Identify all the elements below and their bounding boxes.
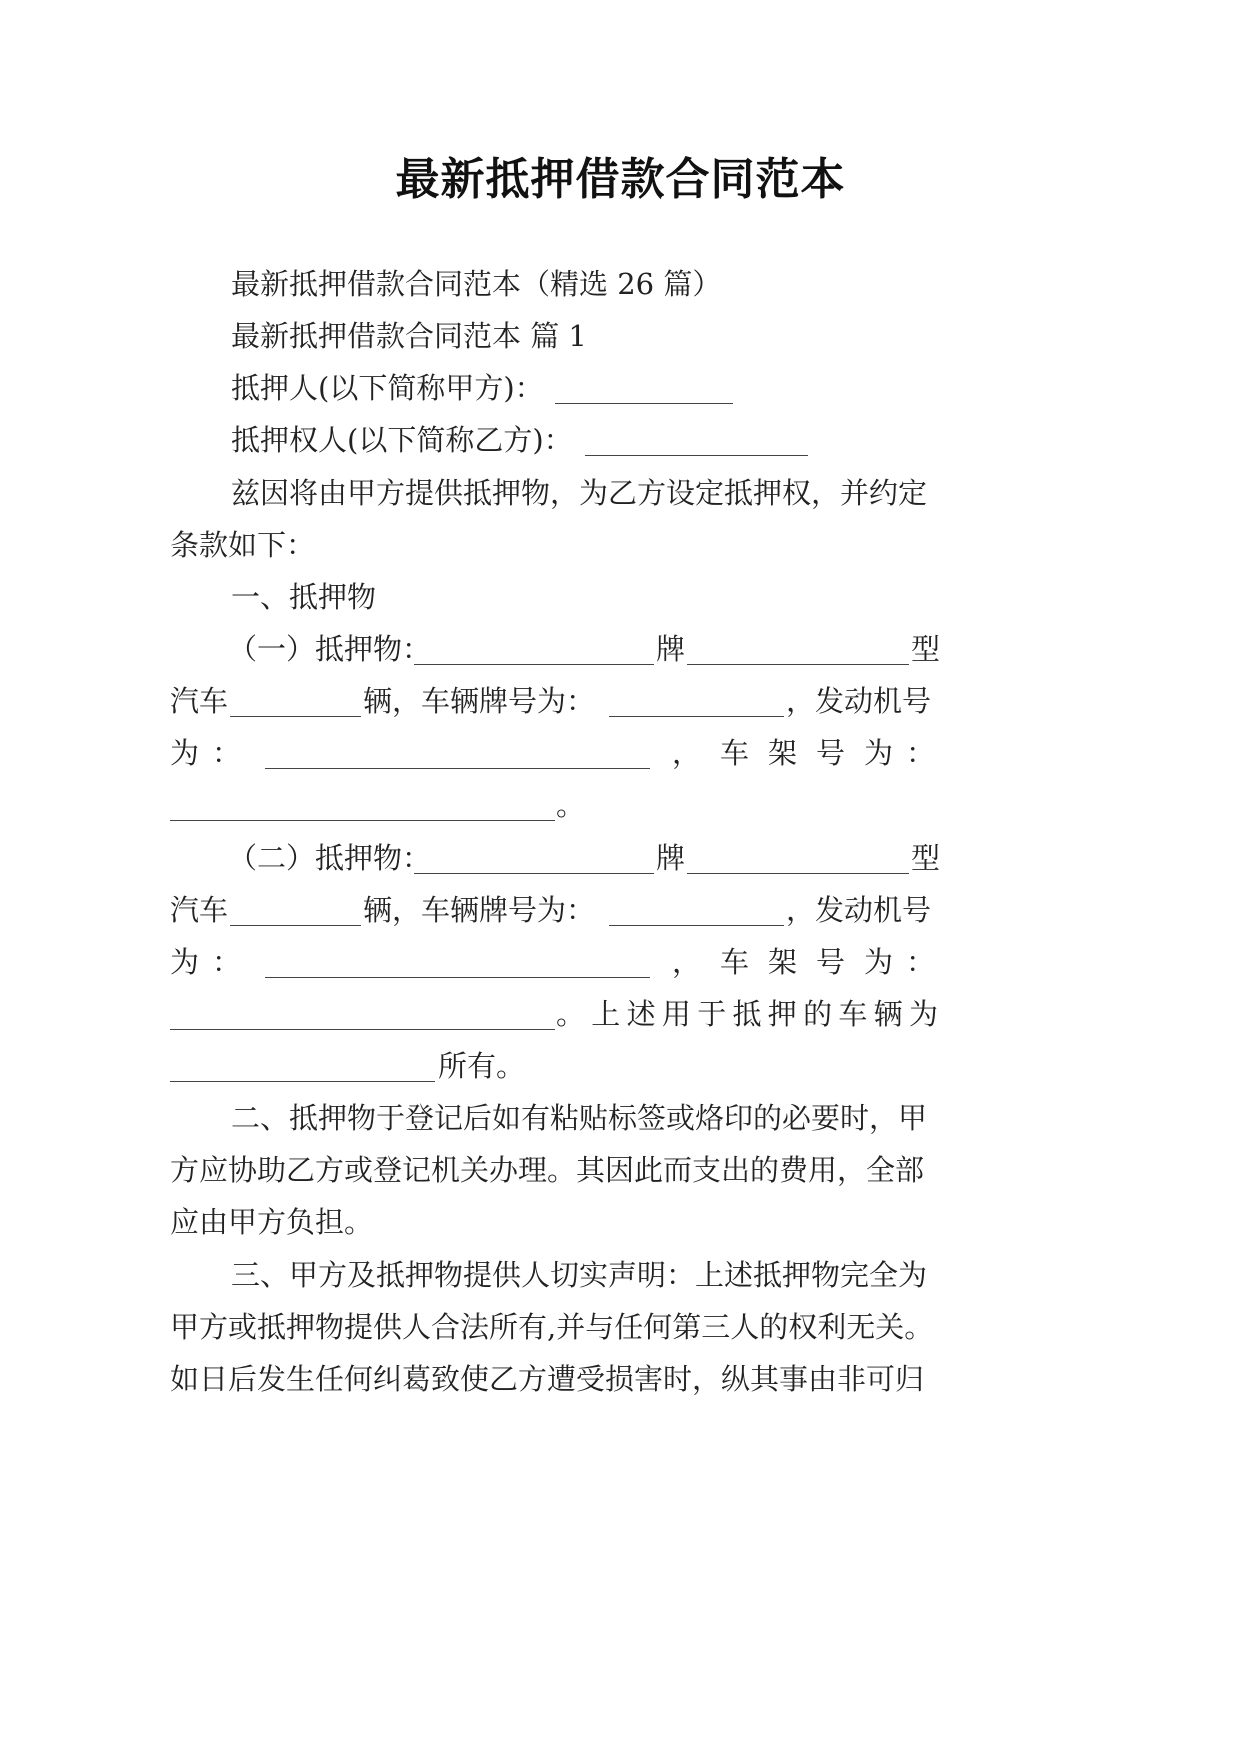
section-heading-line [0,307,1241,365]
item2-end-char: 用 [661,997,691,1031]
clause2-text: 方应协助乙方或登记机关办理。其因此而支出的费用，全部 [170,1153,925,1187]
intro-line-2 [0,516,1241,574]
document-title: 最新抵押借款合同范本 [395,154,846,205]
item1-frame-char-1: 车 [720,736,750,770]
clause2-text: 二、抵押物于登记后如有粘贴标签或烙印的必要时，甲 [231,1101,928,1135]
mortgagor-label: 抵押人(以下简称甲方)： [231,371,544,405]
item2-end-char: 上 [591,997,621,1031]
item1-plate-blank[interactable] [609,672,784,730]
item2-end-char: 于 [697,997,727,1031]
item1-line-2 [0,672,1241,730]
clause3-line-1 [0,1246,1241,1304]
item1-prefix: （一）抵押物： [228,632,432,666]
item1-frame-char-3: 号 [816,736,846,770]
item2-count-suffix: 辆，车辆牌号为： [363,893,596,927]
clause3-line-3 [0,1350,1241,1408]
item2-frame-char-1: 车 [720,945,750,979]
item1-line-1 [0,620,1241,678]
subtitle: 最新抵押借款合同范本（精选 26 篇） [231,267,722,301]
item2-end-char: 的 [803,997,833,1031]
item1-engine-label: ，发动机号 [786,684,932,718]
item2-end-char: 。 [556,997,586,1031]
item2-count-blank[interactable] [230,881,361,939]
item2-frame-char-4: 为 [864,945,894,979]
item2-plate-blank[interactable] [609,881,784,939]
item2-type-blank[interactable] [687,829,909,887]
clause2-line-1 [0,1089,1241,1147]
item2-line-3 [0,933,1241,991]
item1-comma: ， [672,736,702,770]
mortgagor-blank[interactable] [555,359,733,417]
item2-engine-label: ，发动机号 [786,893,932,927]
item2-end-char: 抵 [732,997,762,1031]
item2-car-label: 汽车 [170,893,229,927]
item2-end-char: 为 [908,997,938,1031]
item1-count-blank[interactable] [230,672,361,730]
item1-type-label: 型 [911,632,941,666]
clause3-text: 甲方或抵押物提供人合法所有,并与任何第三人的权利无关。 [170,1310,934,1344]
item2-end-char: 车 [838,997,868,1031]
item1-end: 。 [556,788,586,822]
item2-frame-char-2: 架 [768,945,798,979]
item1-frame-blank[interactable] [170,776,555,834]
item2-line-4 [0,985,1241,1043]
item2-owner-blank[interactable] [170,1037,435,1095]
item2-line-5 [0,1037,1241,1095]
item1-count-suffix: 辆，车辆牌号为： [363,684,596,718]
mortgagee-label: 抵押权人(以下简称乙方)： [231,423,573,457]
subtitle-line [0,255,1241,313]
item2-comma: ， [672,945,702,979]
clause2-text: 应由甲方负担。 [170,1205,374,1239]
item1-line-3 [0,724,1241,782]
item1-engine-colon: ： [212,736,242,770]
item1-brand-label: 牌 [656,632,686,666]
item2-end-char: 述 [626,997,656,1031]
item2-end-text [556,985,938,1043]
mortgagee-blank[interactable] [585,411,808,469]
item2-end-char: 辆 [873,997,903,1031]
clause1-heading: 一、抵押物 [231,580,377,614]
item1-brand-blank[interactable] [414,620,654,678]
clause3-text: 三、甲方及抵押物提供人切实声明：上述抵押物完全为 [231,1258,928,1292]
item2-type-label: 型 [911,841,941,875]
clause2-line-3 [0,1193,1241,1251]
item2-line-1 [0,829,1241,887]
clause1-heading-line [0,568,1241,626]
item1-engine-wei: 为 [170,736,200,770]
item1-line-4 [0,776,1241,834]
clause3-text: 如日后发生任何纠葛致使乙方遭受损害时，纵其事由非可归 [170,1362,925,1396]
item1-frame-char-2: 架 [768,736,798,770]
section-heading: 最新抵押借款合同范本 篇 1 [231,319,587,353]
item2-frame-colon: ： [906,945,936,979]
item2-line-2 [0,881,1241,939]
item1-frame-char-4: 为 [864,736,894,770]
item2-brand-label: 牌 [656,841,686,875]
item2-end-char: 押 [767,997,797,1031]
item2-owner-suffix: 所有。 [438,1049,526,1083]
item1-frame-colon: ： [906,736,936,770]
intro-line-1 [0,464,1241,522]
item2-engine-wei: 为 [170,945,200,979]
item2-engine-colon: ： [212,945,242,979]
mortgagee-line [0,411,1241,469]
item2-frame-blank[interactable] [170,985,555,1043]
intro-text-1: 兹因将由甲方提供抵押物，为乙方设定抵押权，并约定 [231,476,928,510]
clause3-line-2 [0,1298,1241,1356]
item1-engine-blank[interactable] [265,724,650,782]
item2-prefix: （二）抵押物： [228,841,432,875]
item2-brand-blank[interactable] [414,829,654,887]
clause2-line-2 [0,1141,1241,1199]
item2-frame-char-3: 号 [816,945,846,979]
item1-type-blank[interactable] [687,620,909,678]
item1-car-label: 汽车 [170,684,229,718]
mortgagor-line [0,359,1241,417]
item2-engine-blank[interactable] [265,933,650,991]
intro-text-2: 条款如下： [170,528,316,562]
